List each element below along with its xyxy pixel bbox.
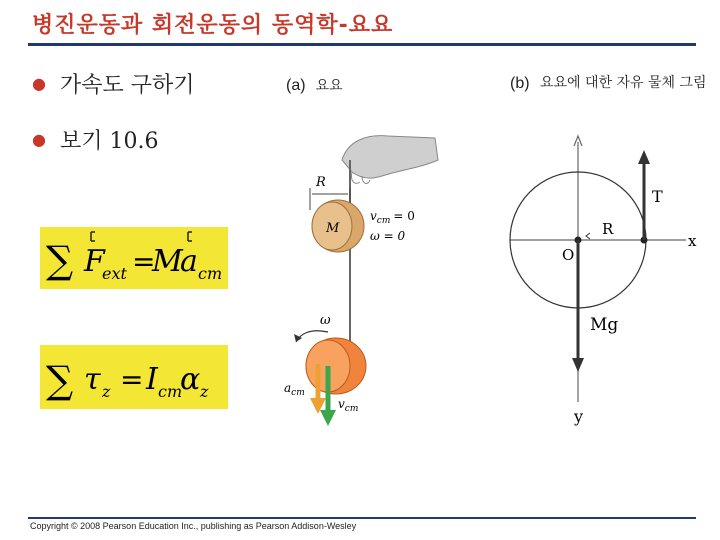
tension-label: T (652, 187, 663, 206)
torque-equation (40, 345, 228, 409)
figure-b-tag: (b) (510, 75, 530, 92)
torque-equation-svg (40, 345, 228, 409)
bullet-text: 가속도 구하기 (59, 73, 195, 98)
vcm-top-label: $v_{cm} = 0$ (370, 209, 415, 226)
omega-label: ω (320, 313, 331, 328)
y-axis-label: y (574, 407, 584, 426)
sum-symbol: ∑ (46, 358, 74, 402)
example-number: 10.6 (109, 129, 159, 154)
origin-label: O (562, 246, 575, 264)
accel-symbol: a (180, 244, 198, 279)
copyright-notice: Copyright © 2008 Pearson Education Inc., publishing as Pearson Addison-Wesley (30, 521, 357, 531)
force-equation-svg (40, 227, 228, 289)
bullet-acceleration (32, 68, 194, 99)
torque-symbol: τ (84, 362, 101, 397)
force-symbol: F (84, 244, 105, 279)
equals-sign: = (132, 245, 156, 278)
inertia-symbol: I (146, 362, 158, 397)
tension-arrowhead (638, 150, 650, 164)
r-label: R (316, 175, 326, 190)
bullet-dot-icon: ● (32, 130, 46, 149)
equals-sign: = (120, 363, 144, 396)
alpha-subscript: z (200, 382, 209, 401)
torque-subscript: z (102, 382, 111, 401)
force-subscript: ext (102, 264, 127, 283)
acm-label: $a_{cm}$ (284, 381, 305, 398)
figure-a-tag: (a) (286, 77, 306, 94)
radius-arrowhead (586, 233, 590, 239)
weight-arrowhead (572, 358, 584, 372)
yoyo-diagram (270, 120, 450, 440)
weight-label: Mg (590, 315, 619, 335)
figure-a-label: 요요 (315, 78, 343, 94)
sum-symbol: ∑ (46, 238, 74, 282)
bullet-text: 보기 (59, 129, 110, 154)
hand-icon (342, 136, 438, 178)
mass-label: M (326, 221, 340, 236)
radius-label: R (602, 220, 614, 238)
omega-top-label: ω = 0 (370, 229, 406, 243)
alpha-symbol: α (180, 362, 201, 397)
bullet-example (32, 124, 158, 155)
velocity-arrowhead (320, 410, 336, 426)
accel-subscript: cm (198, 264, 223, 283)
figure-b-label: 요요에 대한 자유 물체 그림 (540, 75, 707, 91)
force-equation (40, 227, 228, 289)
vcm-label: $v_{cm}$ (338, 397, 359, 414)
inertia-subscript: cm (158, 382, 183, 401)
figure-a-caption (286, 75, 343, 95)
x-axis-label: x (688, 232, 697, 250)
free-body-diagram (490, 130, 710, 430)
slide-title: 병진운동과 회전운동의 동역학-요요 (32, 13, 394, 38)
title-divider (28, 43, 696, 46)
mass-symbol: M (152, 244, 183, 279)
footer-divider (28, 517, 696, 519)
bullet-dot-icon: ● (32, 74, 46, 93)
